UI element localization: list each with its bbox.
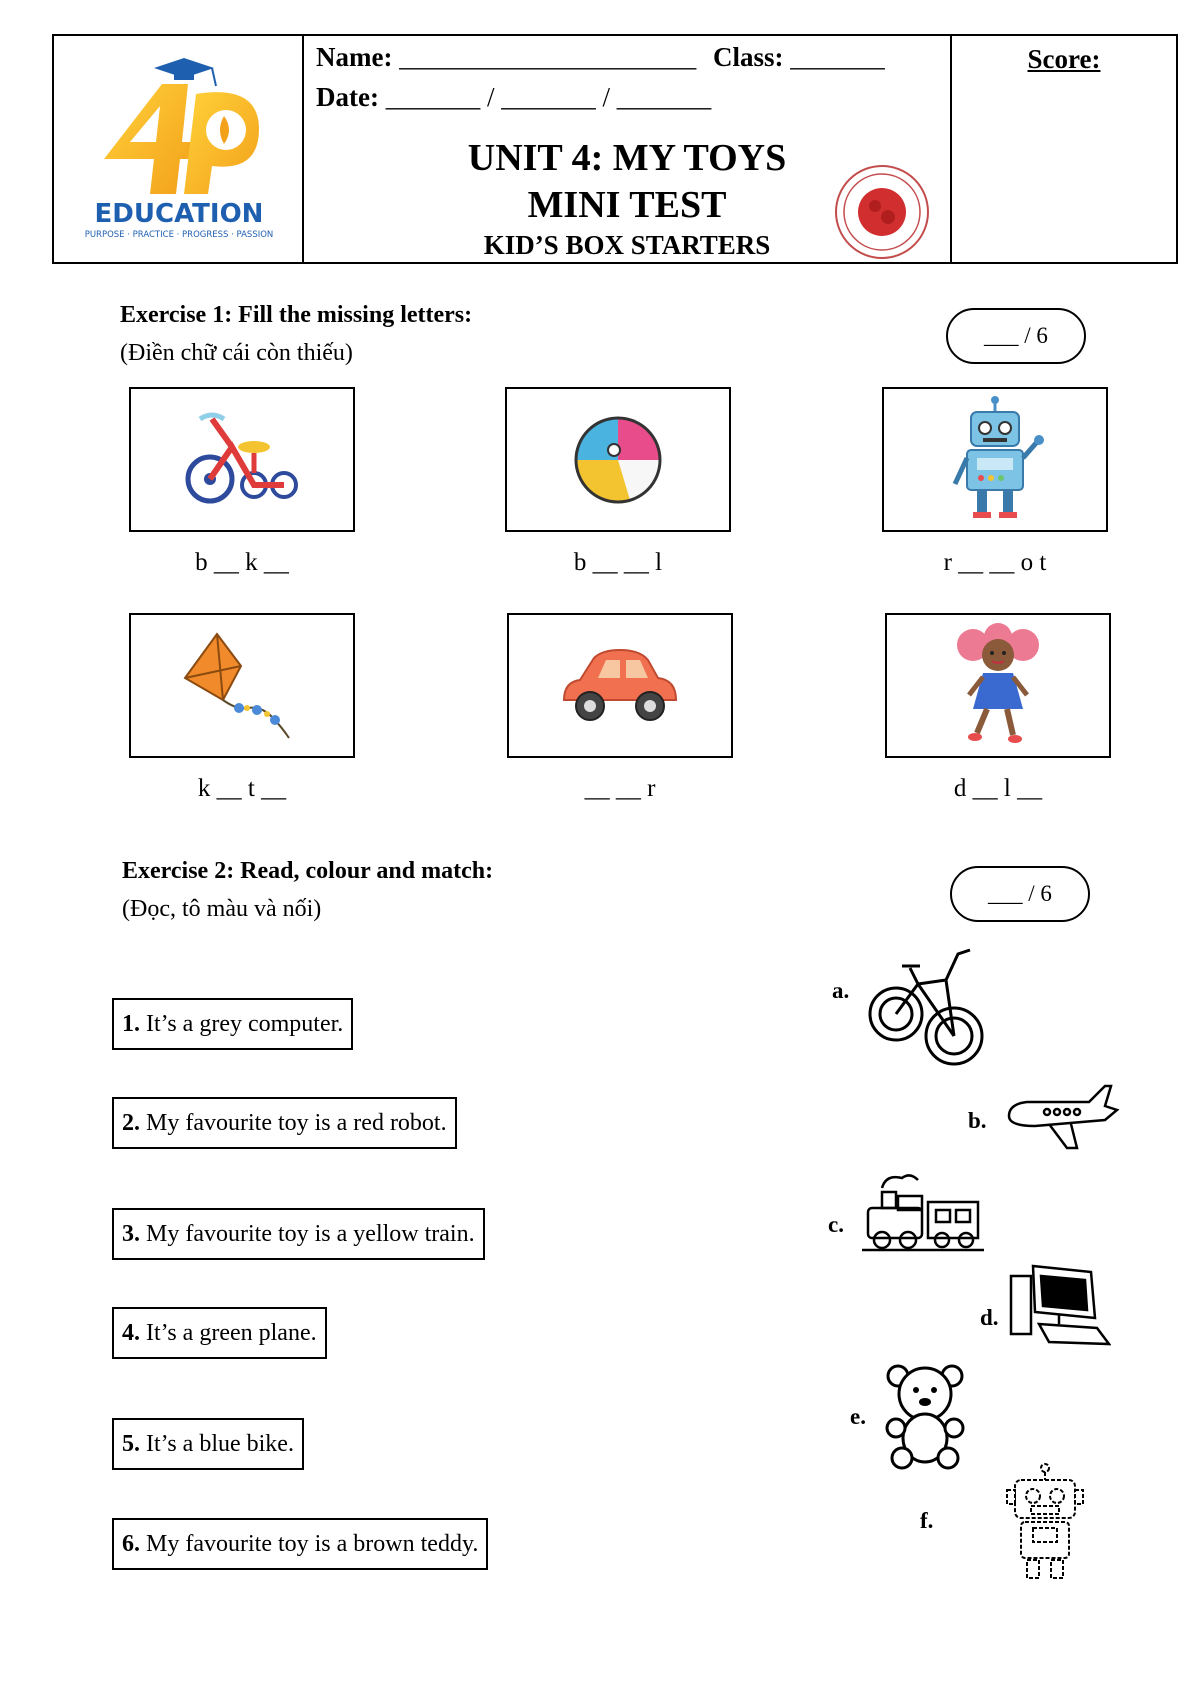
match-letter-f: f.	[920, 1508, 934, 1533]
sentence-text: It’s a green plane.	[140, 1320, 317, 1346]
sentence-3[interactable]	[112, 1208, 485, 1260]
logo-wordmark: EDUCATION	[94, 199, 264, 229]
course-title: KID’S BOX STARTERS	[483, 230, 771, 260]
logo-tagline: PURPOSE · PRACTICE · PROGRESS · PASSION	[84, 230, 274, 240]
class-field[interactable]: _______	[790, 42, 885, 72]
student-info-cell	[304, 36, 952, 262]
plane-outline-icon[interactable]	[1005, 1082, 1121, 1156]
match-letter-c: c.	[828, 1212, 844, 1237]
score-cell	[952, 36, 1176, 262]
exercise1-picture-2	[505, 387, 731, 532]
sentence-number: 6.	[122, 1531, 140, 1557]
teddy-outline-icon[interactable]	[884, 1362, 966, 1470]
date-label: Date:	[316, 82, 379, 112]
exercise1-hint-4[interactable]: k __ t __	[197, 775, 287, 802]
exercise1-subtitle: (Điền chữ cái còn thiếu)	[120, 340, 353, 366]
beach-ball-icon	[570, 412, 666, 508]
exercise1-picture-4	[129, 613, 355, 758]
doll-icon	[943, 623, 1053, 748]
car-icon	[558, 646, 682, 726]
sentence-1[interactable]	[112, 998, 353, 1050]
sentence-number: 4.	[122, 1320, 140, 1346]
train-outline-icon[interactable]	[862, 1170, 984, 1254]
exercise1-hint-6[interactable]: d __ l __	[953, 775, 1043, 802]
robot-icon	[945, 396, 1045, 524]
sentence-number: 1.	[122, 1011, 140, 1037]
exercise1-hint-1[interactable]: b __ k __	[195, 549, 289, 576]
unit-title: UNIT 4: MY TOYS	[467, 137, 787, 179]
sentence-text: My favourite toy is a red robot.	[140, 1110, 447, 1136]
robot-outline-icon[interactable]	[1003, 1462, 1087, 1586]
date-field[interactable]: _______ / _______ / _______	[385, 82, 712, 112]
bike-outline-icon[interactable]	[866, 944, 986, 1068]
sentence-4[interactable]	[112, 1307, 327, 1359]
test-title: MINI TEST	[527, 184, 727, 226]
exercise1-title: Exercise 1: Fill the missing letters:	[120, 302, 473, 328]
sentence-2[interactable]	[112, 1097, 457, 1149]
match-letter-b: b.	[968, 1108, 987, 1133]
sentence-text: My favourite toy is a yellow train.	[140, 1221, 475, 1247]
exercise2-title: Exercise 2: Read, colour and match:	[122, 858, 494, 884]
sentence-5[interactable]	[112, 1418, 304, 1470]
worksheet-header	[52, 34, 1178, 264]
name-label: Name:	[316, 42, 393, 72]
exercise1-picture-3	[882, 387, 1108, 532]
tricycle-icon	[182, 407, 302, 512]
exercise1-hint-3[interactable]: r __ __ o t	[943, 549, 1047, 576]
exercise1-hint-2[interactable]: b __ __ l	[573, 549, 663, 576]
match-letter-e: e.	[850, 1404, 866, 1429]
name-field[interactable]: ______________________	[399, 42, 697, 72]
sentence-6[interactable]	[112, 1518, 488, 1570]
exercise1-picture-6	[885, 613, 1111, 758]
score-label: Score:	[1027, 44, 1101, 74]
kite-icon	[177, 626, 307, 746]
logo-4p-icon	[84, 54, 274, 204]
match-letter-a: a.	[832, 978, 850, 1003]
sentence-number: 2.	[122, 1110, 140, 1136]
computer-outline-icon[interactable]	[1005, 1262, 1111, 1354]
sentence-number: 3.	[122, 1221, 140, 1247]
sentence-text: My favourite toy is a brown teddy.	[140, 1531, 479, 1557]
sentence-number: 5.	[122, 1431, 140, 1457]
sentence-text: It’s a blue bike.	[140, 1431, 294, 1457]
name-class-line	[316, 42, 885, 73]
teacher-seal-icon	[832, 162, 932, 262]
logo-cell	[54, 36, 304, 262]
exercise2-score[interactable]: ___ / 6	[950, 866, 1090, 922]
exercise1-picture-1	[129, 387, 355, 532]
exercise1-picture-5	[507, 613, 733, 758]
exercise1-hint-5[interactable]: __ __ r	[584, 775, 656, 802]
date-line	[316, 82, 711, 113]
class-label: Class:	[712, 42, 784, 72]
exercise1-score[interactable]: ___ / 6	[946, 308, 1086, 364]
match-letter-d: d.	[980, 1305, 999, 1330]
exercise2-subtitle: (Đọc, tô màu và nối)	[122, 896, 322, 922]
sentence-text: It’s a grey computer.	[140, 1011, 344, 1037]
